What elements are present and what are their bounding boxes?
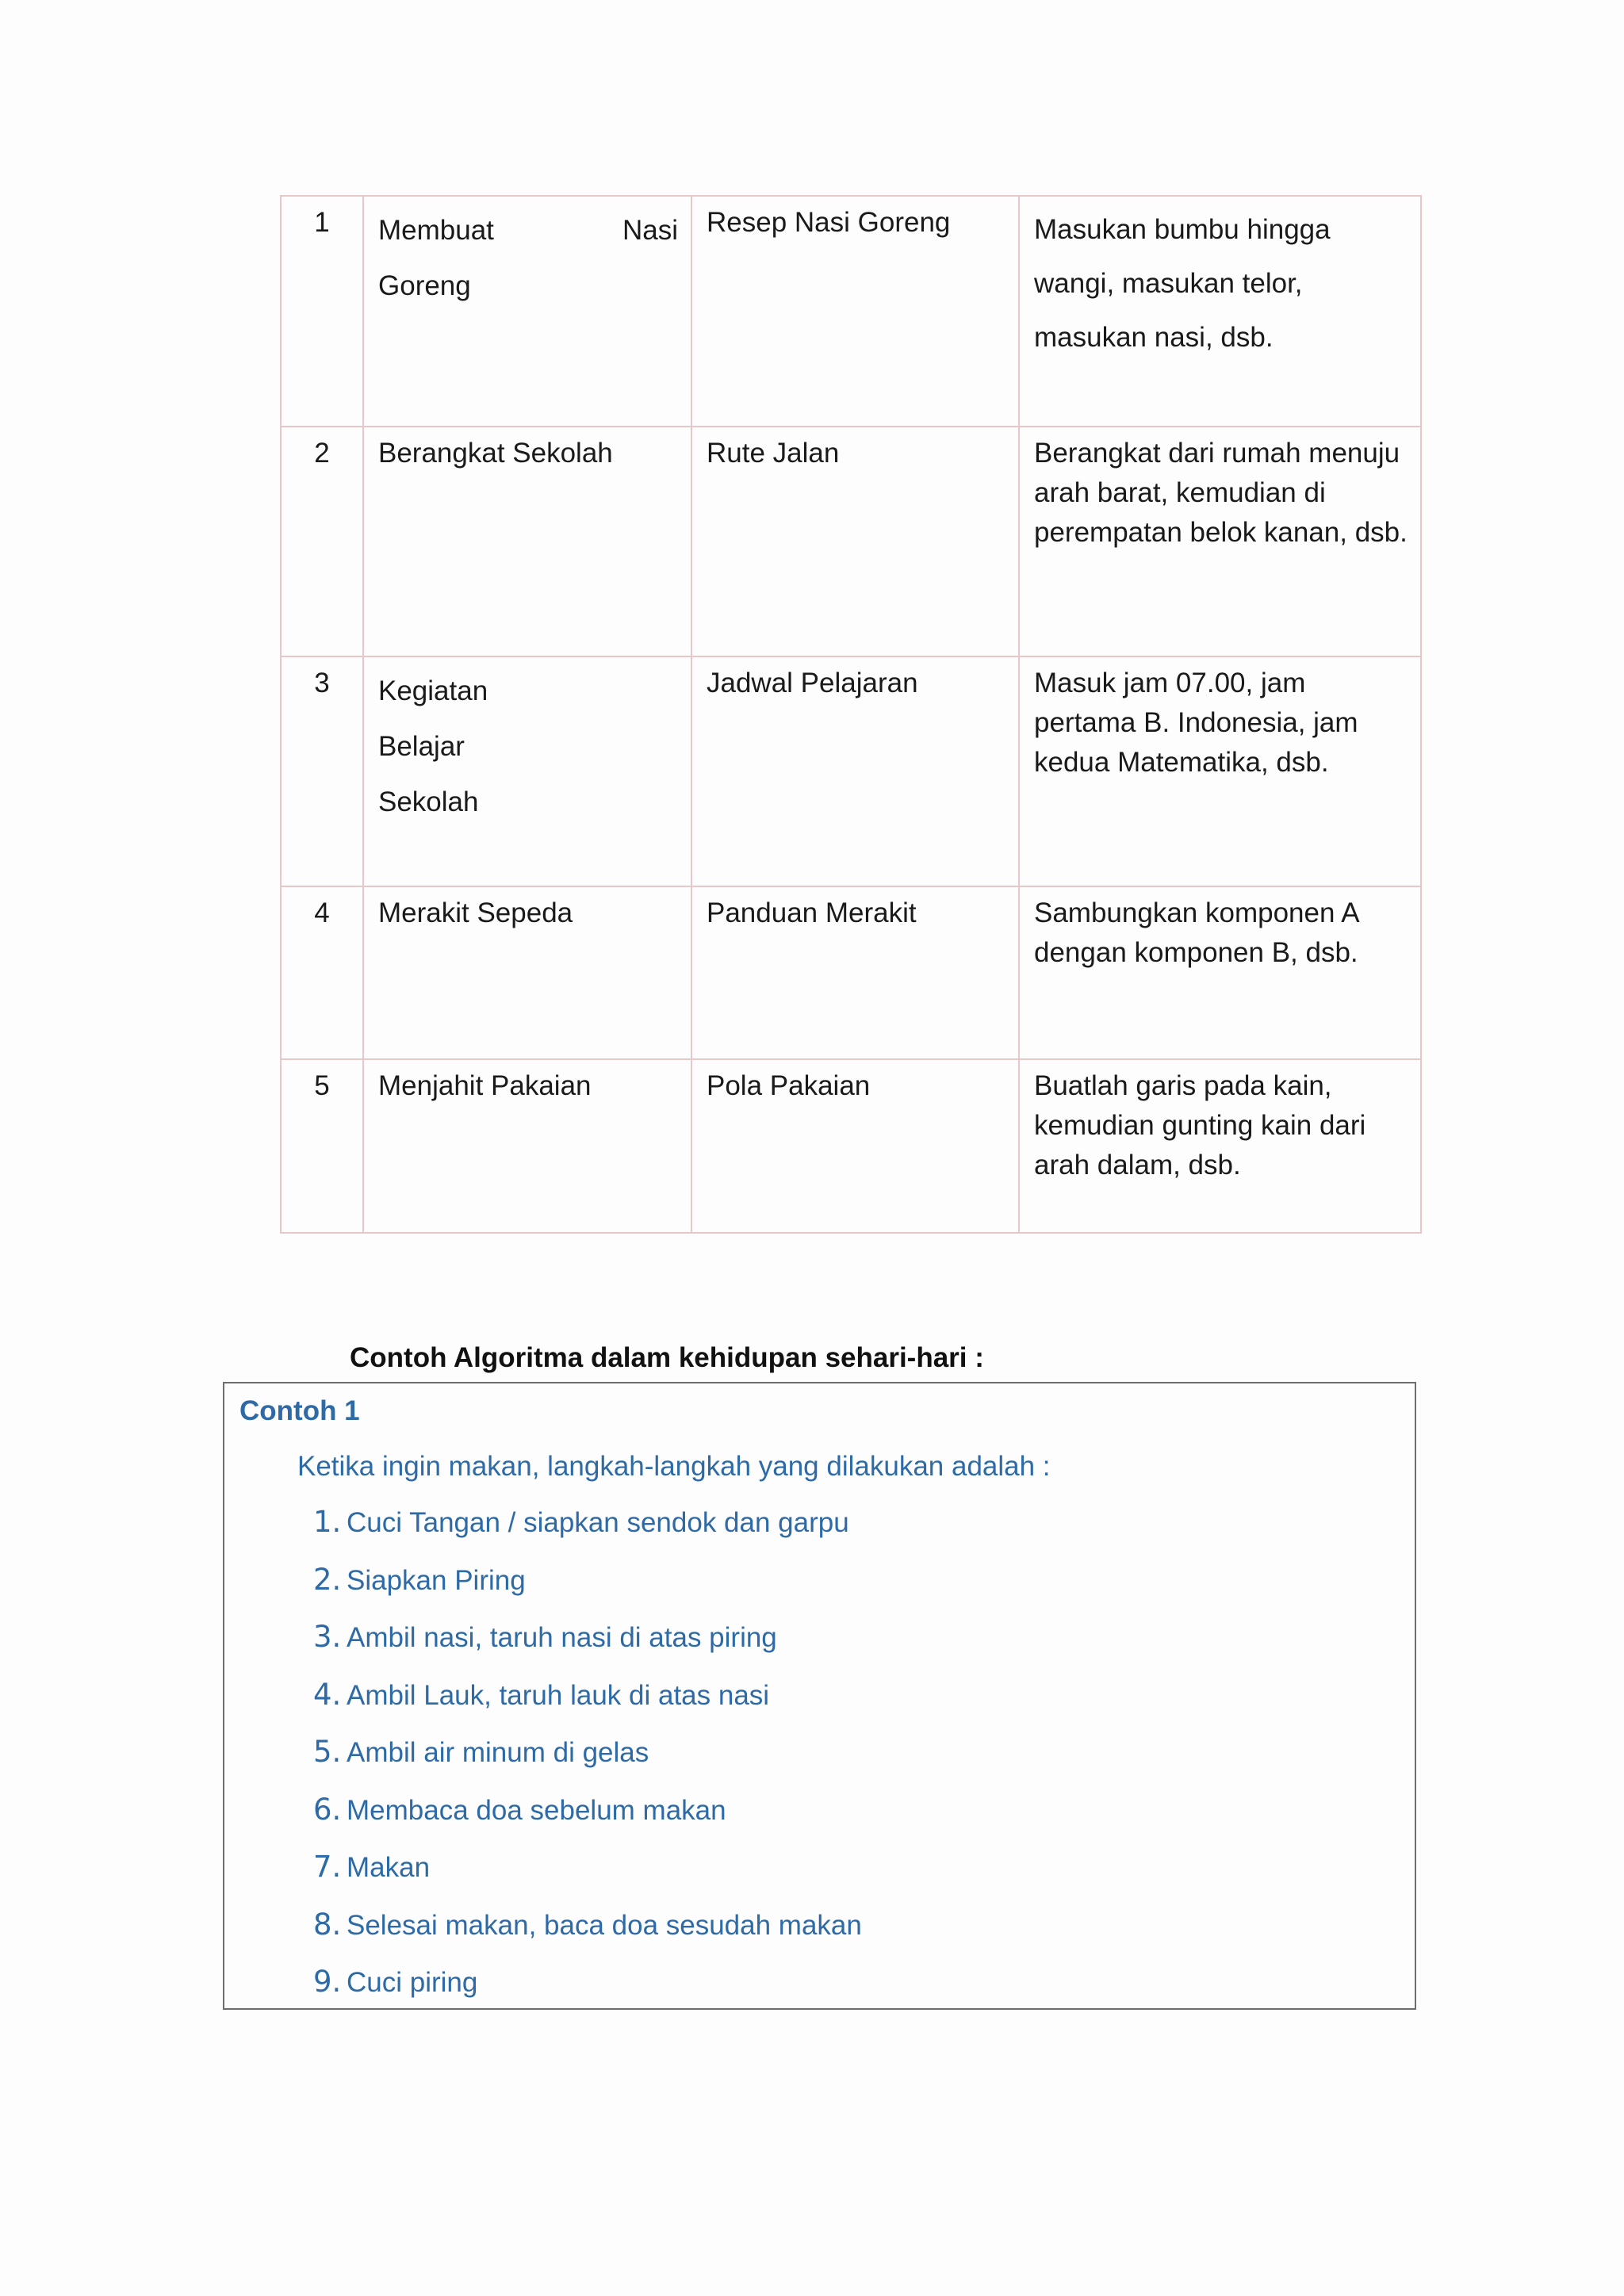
row-number: 2 <box>281 427 363 656</box>
step-text: Ambil air minum di gelas <box>347 1737 649 1768</box>
table-row <box>281 196 1421 427</box>
step-text: Membaca doa sebelum makan <box>347 1794 726 1826</box>
table-row <box>281 886 1421 1059</box>
example-intro: Ketika ingin makan, langkah-langkah yang dilakukan adalah : <box>297 1451 1051 1482</box>
step-number: 8. <box>313 1907 342 1942</box>
reference-cell: Jadwal Pelajaran <box>691 656 1019 886</box>
step-text: Cuci piring <box>347 1967 478 1998</box>
step-number: 1. <box>313 1505 342 1539</box>
row-number: 1 <box>281 196 363 427</box>
step-text: Selesai makan, baca doa sesudah makan <box>347 1909 862 1941</box>
activity-text: Membuat <box>378 215 494 246</box>
activity-cell: Menjahit Pakaian <box>363 1059 691 1233</box>
activity-cell <box>363 196 691 427</box>
list-item <box>313 1790 862 1848</box>
description-cell: Buatlah garis pada kain, kemudian gunting kain dari arah dalam, dsb. <box>1019 1059 1421 1233</box>
reference-cell: Pola Pakaian <box>691 1059 1019 1233</box>
activity-cell: Merakit Sepeda <box>363 886 691 1059</box>
description-cell: Masukan bumbu hingga wangi, masukan telor, masukan nasi, dsb. <box>1019 196 1421 427</box>
reference-cell: Panduan Merakit <box>691 886 1019 1059</box>
example-box <box>223 1382 1416 2010</box>
section-heading: Contoh Algoritma dalam kehidupan sehari-hari : <box>350 1342 984 1373</box>
step-number: 7. <box>313 1850 342 1884</box>
reference-cell: Rute Jalan <box>691 427 1019 656</box>
list-item <box>313 1962 862 2020</box>
description-cell: Berangkat dari rumah menuju arah barat, kemudian di perempatan belok kanan, dsb. <box>1019 427 1421 656</box>
list-item <box>313 1502 862 1560</box>
activity-text: Nasi <box>622 215 678 246</box>
step-number: 5. <box>313 1735 342 1769</box>
reference-cell: Resep Nasi Goreng <box>691 196 1019 427</box>
list-item <box>313 1847 862 1905</box>
list-item <box>313 1905 862 1963</box>
description-cell: Masuk jam 07.00, jam pertama B. Indonesia, jam kedua Matematika, dsb. <box>1019 656 1421 886</box>
table-row <box>281 656 1421 886</box>
list-item <box>313 1675 862 1733</box>
step-number: 6. <box>313 1792 342 1827</box>
list-item <box>313 1617 862 1675</box>
list-item <box>313 1732 862 1790</box>
row-number: 5 <box>281 1059 363 1233</box>
step-text: Ambil nasi, taruh nasi di atas piring <box>347 1622 777 1653</box>
step-number: 4. <box>313 1677 342 1712</box>
step-text: Cuci Tangan / siapkan sendok dan garpu <box>347 1507 849 1538</box>
activity-cell: Kegiatan Belajar Sekolah <box>363 656 691 886</box>
step-number: 3. <box>313 1620 342 1654</box>
row-number: 3 <box>281 656 363 886</box>
description-cell: Sambungkan komponen A dengan komponen B, dsb. <box>1019 886 1421 1059</box>
algorithm-examples-table <box>280 195 1422 1234</box>
row-number: 4 <box>281 886 363 1059</box>
example-title: Contoh 1 <box>239 1395 360 1426</box>
table-row <box>281 1059 1421 1233</box>
step-number: 9. <box>313 1965 342 1999</box>
step-text: Ambil Lauk, taruh lauk di atas nasi <box>347 1679 770 1711</box>
activity-cell: Berangkat Sekolah <box>363 427 691 656</box>
table-row <box>281 427 1421 656</box>
step-number: 2. <box>313 1562 342 1597</box>
steps-list <box>313 1502 862 2020</box>
step-text: Siapkan Piring <box>347 1564 526 1596</box>
activity-text: Goreng <box>378 270 471 301</box>
step-text: Makan <box>347 1852 431 1883</box>
list-item <box>313 1560 862 1618</box>
